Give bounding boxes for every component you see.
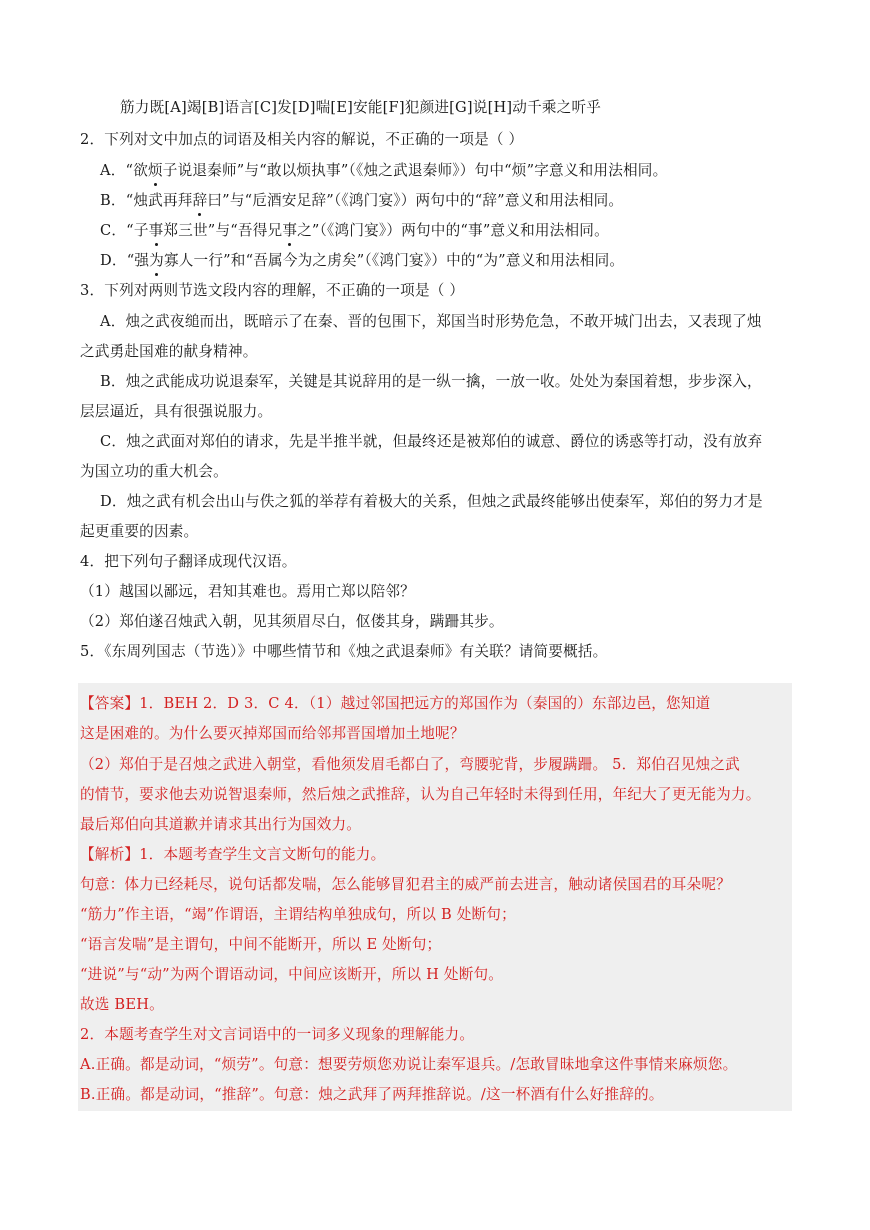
question-3-option-b-cont: 层层逼近，具有很强说服力。 — [80, 403, 273, 420]
analysis-line-8: A.正确。都是动词，“烦劳”。句意：想要劳烦您劝说让秦军退兵。/怎敢冒昧地拿这件事情来麻烦您。 — [80, 1056, 738, 1073]
question-3-option-d-cont: 起更重要的因素。 — [80, 523, 199, 540]
question-4-stem: 4．把下列句子翻译成现代汉语。 — [80, 553, 297, 570]
analysis-line-6: 故选 BEH。 — [80, 996, 164, 1013]
analysis-line-3: “筋力”作主语，“竭”作谓语，主谓结构单独成句，所以 B 处断句； — [80, 906, 516, 923]
option-text: B．“烛武再拜 — [100, 192, 193, 209]
answer-line-2: 这是困难的。为什么要灭掉郑国而给邻邦晋国增加土地呢？ — [80, 725, 465, 742]
option-text: 郑三世”与“吾得兄 — [163, 222, 283, 239]
answer-line-4: 的情节，要求他去劝说智退秦师，然后烛之武推辞，认为自己年轻时未得到任用，年纪大了更无能为力。 — [80, 786, 761, 803]
question-4-sentence-1: （1）越国以鄙远，君知其难也。焉用亡郑以陪邻？ — [80, 583, 415, 600]
question-2-option-d — [100, 251, 624, 271]
analysis-text: 1．本题考查学生文言文断句的能力。 — [139, 846, 386, 863]
answer-section-background — [78, 683, 792, 1111]
question-3-option-c-cont: 为国立功的重大机会。 — [80, 463, 228, 480]
question-3-option-a: A．烛之武夜缒而出，既暗示了在秦、晋的包围下，郑国当时形势危急，不敢开城门出去，又表现了烛 — [100, 313, 762, 330]
question-2-stem: 2．下列对文中加点的词语及相关内容的解说，不正确的一项是（ ） — [80, 131, 524, 148]
option-text: C．“子 — [100, 222, 149, 239]
question-3-stem: 3．下列对两则节选文段内容的理解，不正确的一项是（ ） — [80, 282, 465, 299]
question-2-option-b — [100, 191, 623, 211]
analysis-line-2: 句意：体力已经耗尽，说句话都发喘，怎么能够冒犯君主的威严前去进言，触动诸侯国君的耳朵呢？ — [80, 876, 731, 893]
question-2-option-a — [100, 161, 667, 181]
question-3-option-a-cont: 之武勇赴国难的献身精神。 — [80, 343, 258, 360]
question-3-option-b: B．烛之武能成功说退秦军，关键是其说辞用的是一纵一擒，一放一收。处处为秦国着想，步步深入， — [100, 373, 762, 390]
analysis-line-4: “语言发喘”是主谓句，中间不能断开，所以 E 处断句； — [80, 936, 442, 953]
dotted-word: 烦 — [148, 162, 163, 179]
analysis-label: 【解析】 — [80, 846, 140, 863]
option-text: 寡人一行”和“吾属今为之虏矣”（《鸿门宴》）中的“为”意义和用法相同。 — [163, 252, 625, 269]
dotted-word: 为 — [149, 252, 164, 269]
analysis-line-1 — [80, 845, 385, 865]
option-text: 曰”与“卮酒安足辞”（《鸿门宴》）两句中的“辞”意义和用法相同。 — [207, 192, 624, 209]
option-text: 之”（《鸿门宴》）两句中的“事”意义和用法相同。 — [297, 222, 609, 239]
answer-text: 1．BEH 2．D 3．C 4．（1）越过邻国把远方的郑国作为（秦国的）东部边邑，您知道 — [139, 695, 711, 712]
question-3-option-c: C．烛之武面对郑伯的请求，先是半推半就，但最终还是被郑伯的诚意、爵位的诱惑等打动，没有放弃 — [100, 433, 763, 450]
question-4-sentence-2: （2）郑伯遂召烛武入朝，见其须眉尽白，伛偻其身，蹒跚其步。 — [80, 613, 504, 630]
answer-line-1 — [80, 694, 710, 714]
question-5-stem: 5．《东周列国志（节选）》中哪些情节和《烛之武退秦师》有关联？请简要概括。 — [80, 643, 608, 660]
analysis-line-5: “进说”与“动”为两个谓语动词，中间应该断开，所以 H 处断句。 — [80, 966, 504, 983]
answer-line-3: （2）郑伯于是召烛之武进入朝堂，看他须发眉毛都白了，弯腰驼背，步履蹒跚。 5．郑伯召见烛之武 — [80, 756, 740, 773]
sentence-breaking-line: 筋力既[A]竭[B]语言[C]发[D]喘[E]安能[F]犯颜进[G]说[H]动千乘之听乎 — [120, 99, 602, 116]
dotted-word: 事 — [148, 222, 164, 239]
analysis-line-9: B.正确。都是动词，“推辞”。句意：烛之武拜了两拜推辞说。/这一杯酒有什么好推辞的。 — [80, 1086, 664, 1103]
question-3-option-d: D．烛之武有机会出山与佚之狐的举荐有着极大的关系，但烛之武最终能够出使秦军，郑伯的努力才是 — [100, 493, 763, 510]
option-text: D．“强 — [100, 252, 150, 269]
option-text: 子说退秦师”与“敢以烦执事”（《烛之武退秦师》）句中“烦”字意义和用法相同。 — [162, 162, 668, 179]
answer-line-5: 最后郑伯向其道歉并请求其出行为国效力。 — [80, 816, 362, 833]
dotted-word: 事 — [282, 222, 298, 239]
option-text: A．“欲 — [100, 162, 148, 179]
dotted-word: 辞 — [192, 192, 208, 209]
analysis-line-7: 2．本题考查学生对文言词语中的一词多义现象的理解能力。 — [80, 1026, 475, 1043]
question-2-option-c — [100, 221, 609, 241]
answer-label: 【答案】 — [80, 695, 140, 712]
